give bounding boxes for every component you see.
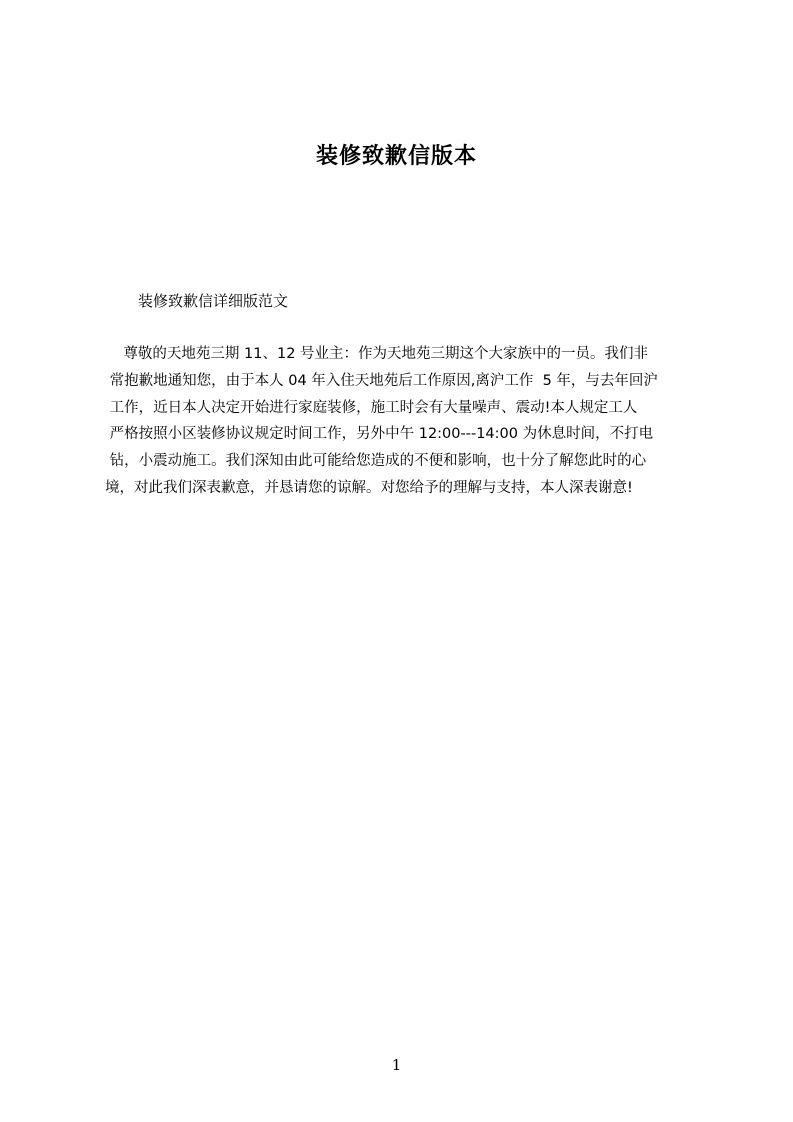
letter-body-line: 境，对此我们深表歉意，并恳请您的谅解。对您给予的理解与支持，本人深表谢意!: [105, 479, 633, 496]
letter-body-line: 钻，小震动施工。我们深知由此可能给您造成的不便和影响，也十分了解您此时的心: [105, 453, 647, 470]
letter-body-line: 工作，近日本人决定开始进行家庭装修，施工时会有大量噪声、震动!本人规定工人: [105, 399, 638, 416]
letter-body-line: 严格按照小区装修协议规定时间工作，另外中午 12:00---14:00 为休息时间，不打电: [105, 426, 654, 443]
document-subtitle: 装修致歉信详细版范文: [138, 292, 289, 310]
letter-body: [105, 341, 707, 502]
letter-body-line: 尊敬的天地苑三期 11、12 号业主：作为天地苑三期这个大家族中的一员。我们非: [105, 346, 649, 362]
document-title: 装修致歉信版本: [315, 144, 477, 169]
letter-body-line: 常抱歉地通知您，由于本人 04 年入住天地苑后工作原因,离沪工作 5 年，与去年回沪: [105, 372, 658, 389]
page-number: 1: [391, 1056, 402, 1074]
